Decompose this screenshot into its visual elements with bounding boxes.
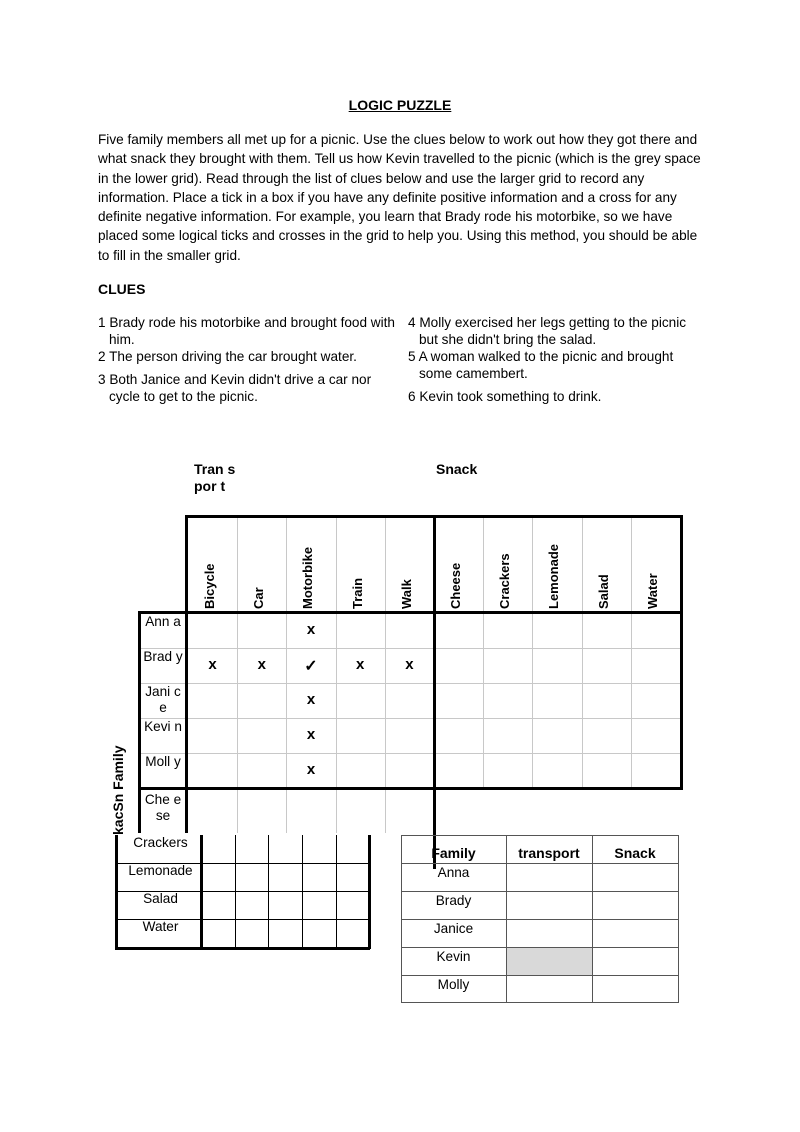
table-row-name: Molly (437, 977, 470, 992)
table-answer-cell[interactable] (592, 863, 678, 891)
row-label-snack: Lemonade (128, 863, 193, 878)
table-header-snack: Snack (614, 845, 656, 861)
row-label-family: Ann a (145, 614, 181, 629)
snack-heading: Snack (436, 461, 478, 477)
snack-side-heading: kacSn (110, 793, 126, 835)
page-title: LOGIC PUZZLE (348, 97, 452, 113)
row-label-family: Kevi n (144, 719, 182, 734)
cross-mark: x (356, 656, 365, 673)
intro-paragraph: Five family members all met up for a picnic. Use the clues below to work out how they got there and what snack they brought with them. Tell us how Kevin travelled to the picnic (which is the grey space in the lower grid). Read through the list of clues below and use the larger grid to record any information. Place a tick in a box if you have any definite positive information and a cross for any definite negative information. For example, you learn that Brady rode his motorbike, so we have placed some logical ticks and crosses in the grid to help you. Using this method, you should be able to fill in the smaller grid. (98, 132, 701, 263)
column-header-car: Car (251, 587, 267, 609)
clue-5: 5 A woman walked to the picnic and brought some camembert. (408, 349, 674, 381)
column-header-lemonade: Lemonade (546, 543, 562, 609)
clue-1: 1 Brady rode his motorbike and brought food with him. (98, 315, 395, 347)
table-line (401, 835, 679, 836)
row-label-snack: Crackers (133, 835, 188, 850)
table-answer-cell[interactable] (506, 947, 592, 975)
cross-mark: x (306, 621, 316, 638)
row-label-family: Brad y (143, 649, 183, 664)
cross-mark: x (405, 656, 414, 673)
clue-3: 3 Both Janice and Kevin didn't drive a car nor cycle to get to the picnic. (98, 372, 372, 404)
tick-mark: ✓ (304, 658, 318, 675)
table-header-family: Family (431, 845, 476, 861)
table-answer-cell[interactable] (506, 975, 592, 1003)
table-header-transport: transport (518, 845, 580, 861)
table-row-name: Anna (437, 865, 470, 880)
table-answer-cell[interactable] (506, 863, 592, 891)
transport-heading: Tran spor t (194, 461, 236, 494)
table-answer-cell[interactable] (592, 975, 678, 1003)
row-label-snack: Water (142, 919, 179, 934)
column-header-train: Train (349, 577, 365, 609)
row-label-family: Moll y (145, 754, 181, 769)
row-label-snack: Salad (143, 891, 178, 906)
table-row-name: Brady (435, 893, 472, 908)
column-header-water: Water (644, 573, 660, 609)
cross-mark: x (306, 691, 316, 708)
column-header-walk: Walk (398, 579, 414, 609)
family-side-heading: Family (110, 745, 126, 790)
clues-heading: CLUES (98, 281, 146, 297)
table-answer-cell[interactable] (506, 891, 592, 919)
table-row-name: Kevin (436, 949, 471, 964)
column-header-salad: Salad (595, 574, 611, 609)
table-answer-cell[interactable] (592, 919, 678, 947)
table-answer-cell[interactable] (592, 891, 678, 919)
cross-mark: x (208, 656, 217, 673)
table-line (678, 835, 679, 1002)
table-answer-cell[interactable] (506, 919, 592, 947)
column-header-cheese: Cheese (448, 562, 463, 609)
cross-mark: x (306, 726, 316, 743)
clue-4: 4 Molly exercised her legs getting to the picnic but she didn't bring the salad. (408, 315, 687, 347)
row-label-snack: Che ese (144, 792, 182, 823)
row-label-family: Jani ce (145, 684, 181, 715)
clue-2: 2 The person driving the car brought water. (98, 349, 357, 364)
cross-mark: x (306, 761, 316, 778)
column-header-crackers: Crackers (497, 553, 513, 609)
table-row-name: Janice (433, 921, 474, 936)
cross-mark: x (257, 656, 266, 673)
column-header-bicycle: Bicycle (202, 563, 217, 609)
column-header-motorbike: Motorbike (300, 546, 316, 609)
table-answer-cell[interactable] (592, 947, 678, 975)
clue-6: 6 Kevin took something to drink. (408, 389, 602, 404)
